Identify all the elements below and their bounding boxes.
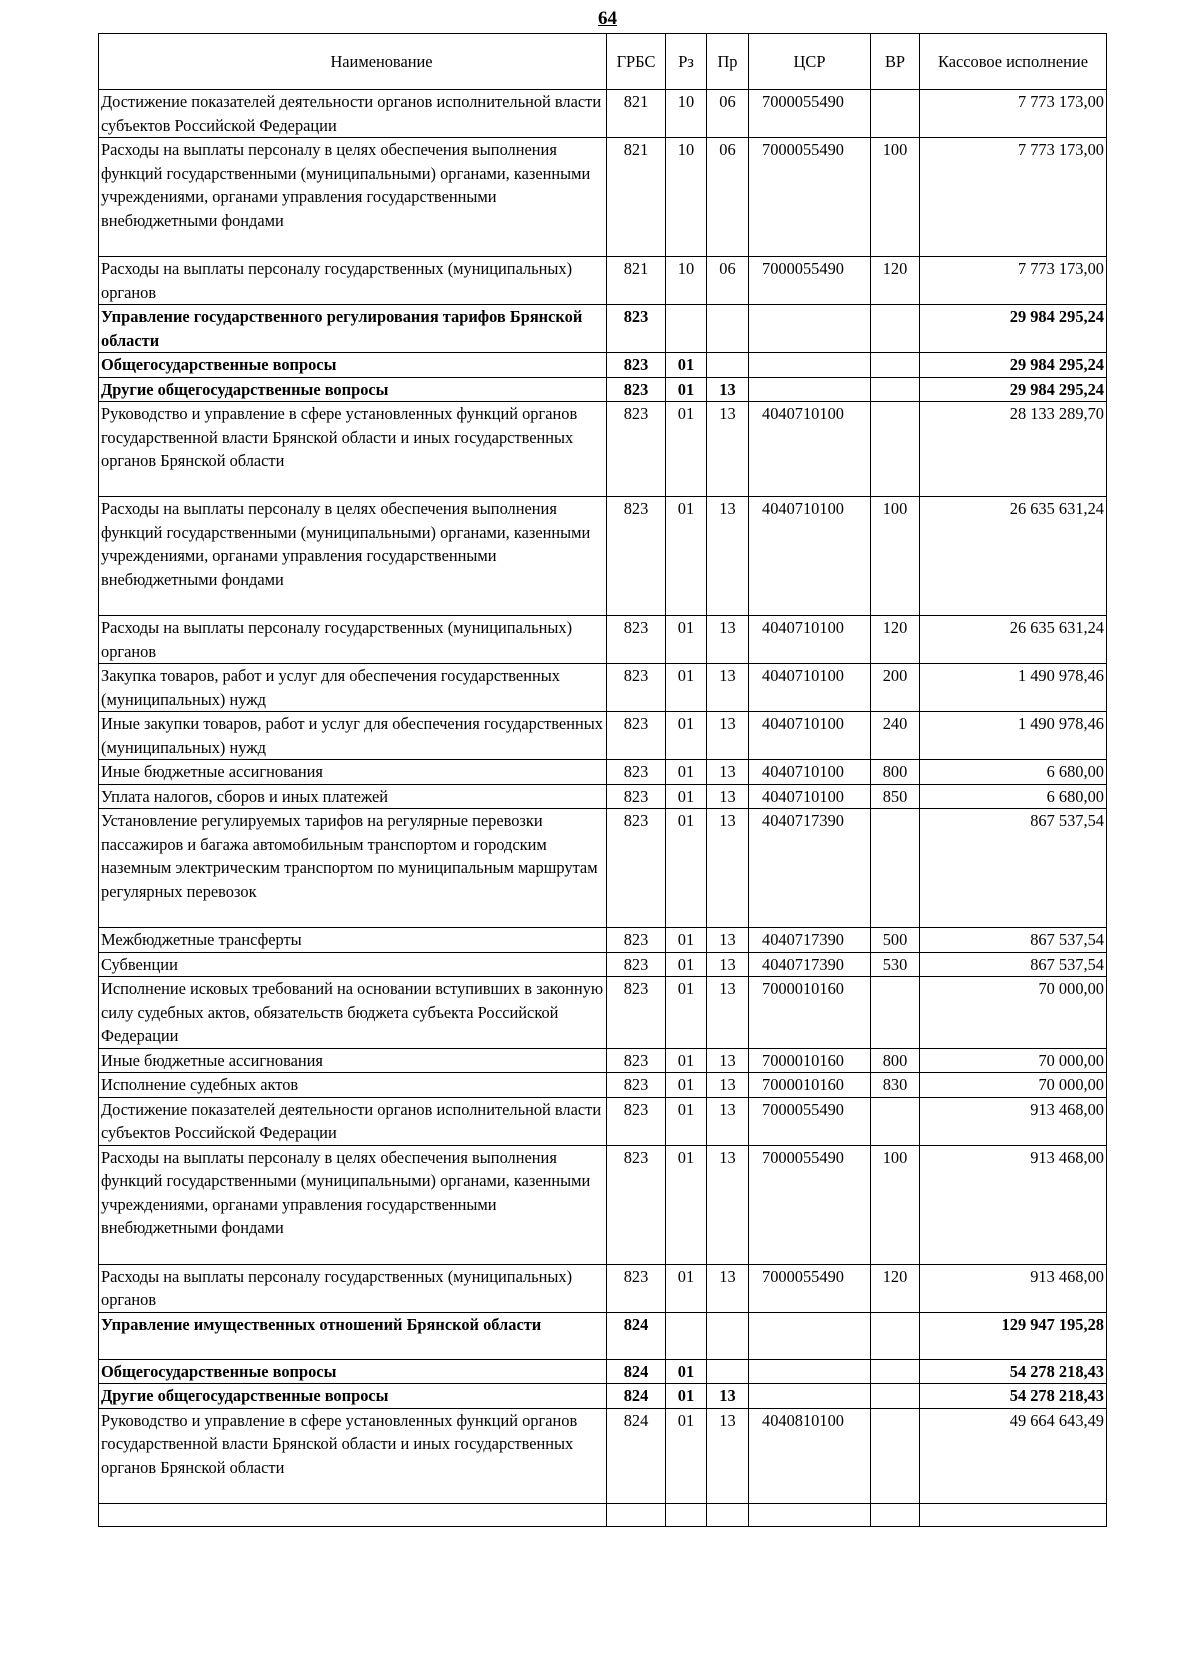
cell-vr: [871, 1097, 920, 1145]
cell-csr: [749, 1312, 871, 1359]
cell-pr: 06: [707, 138, 749, 257]
cell-vr: 200: [871, 664, 920, 712]
cell-name: Установление регулируемых тарифов на регулярные перевозки пассажиров и багажа автомобильным транспортом и городским наземным электрическим транспортом по муниципальным маршрутам регулярных перевозок: [99, 809, 607, 928]
cell-csr: [749, 353, 871, 378]
cell-vr: [871, 1312, 920, 1359]
table-row: [99, 1384, 1107, 1409]
cell-name: Расходы на выплаты персоналу государственных (муниципальных) органов: [99, 257, 607, 305]
cell-amount: 867 537,54: [920, 928, 1107, 953]
cell-grbs: 823: [607, 1073, 666, 1098]
cell-name: Достижение показателей деятельности органов исполнительной власти субъектов Российской Федерации: [99, 1097, 607, 1145]
cell-amount: 1 490 978,46: [920, 712, 1107, 760]
cell-amount: 28 133 289,70: [920, 402, 1107, 497]
cell-grbs: 823: [607, 952, 666, 977]
cell-amount: 26 635 631,24: [920, 497, 1107, 616]
table-row: [99, 353, 1107, 378]
cell-csr: [749, 377, 871, 402]
header-vr: ВР: [871, 34, 920, 90]
cell-csr: 7000010160: [749, 977, 871, 1049]
cell-vr: [871, 90, 920, 138]
cell-rz: 01: [666, 1408, 707, 1503]
cell-name: Расходы на выплаты персоналу государственных (муниципальных) органов: [99, 616, 607, 664]
cell-csr: 7000055490: [749, 1097, 871, 1145]
cell-csr: [749, 305, 871, 353]
cell-grbs: 823: [607, 1097, 666, 1145]
cell-csr: 4040710100: [749, 497, 871, 616]
cell-amount: 49 664 643,49: [920, 1408, 1107, 1503]
table-row: [99, 257, 1107, 305]
cell-amount: 70 000,00: [920, 977, 1107, 1049]
cell-amount: 70 000,00: [920, 1048, 1107, 1073]
header-name: Наименование: [99, 34, 607, 90]
cell-grbs: 823: [607, 305, 666, 353]
cell-name: Управление государственного регулирования тарифов Брянской области: [99, 305, 607, 353]
table-row: [99, 616, 1107, 664]
cell-name: Исполнение исковых требований на основании вступивших в законную силу судебных актов, обязательств бюджета субъекта Российской Федерации: [99, 977, 607, 1049]
cell-rz: 01: [666, 928, 707, 953]
cell-rz: 01: [666, 952, 707, 977]
cell-rz: 01: [666, 809, 707, 928]
cell-blank: [666, 1503, 707, 1526]
cell-vr: 240: [871, 712, 920, 760]
cell-pr: 13: [707, 760, 749, 785]
table-row: [99, 1359, 1107, 1384]
cell-pr: [707, 305, 749, 353]
cell-grbs: 823: [607, 1145, 666, 1264]
cell-rz: 01: [666, 616, 707, 664]
cell-blank: [607, 1503, 666, 1526]
table-row: [99, 377, 1107, 402]
cell-vr: 100: [871, 1145, 920, 1264]
cell-pr: 13: [707, 1097, 749, 1145]
cell-rz: 01: [666, 402, 707, 497]
cell-pr: 06: [707, 257, 749, 305]
table-row: [99, 138, 1107, 257]
cell-vr: [871, 402, 920, 497]
cell-amount: 6 680,00: [920, 784, 1107, 809]
cell-rz: 01: [666, 1359, 707, 1384]
cell-csr: 4040710100: [749, 712, 871, 760]
budget-execution-table: [98, 33, 1107, 1527]
cell-name: Субвенции: [99, 952, 607, 977]
table-row: [99, 1312, 1107, 1359]
cell-blank: [707, 1503, 749, 1526]
cell-pr: 13: [707, 712, 749, 760]
cell-vr: 100: [871, 138, 920, 257]
cell-name: Межбюджетные трансферты: [99, 928, 607, 953]
table-row: [99, 402, 1107, 497]
cell-name: Общегосударственные вопросы: [99, 1359, 607, 1384]
cell-rz: 01: [666, 784, 707, 809]
cell-amount: 1 490 978,46: [920, 664, 1107, 712]
cell-amount: 54 278 218,43: [920, 1384, 1107, 1409]
cell-amount: 29 984 295,24: [920, 353, 1107, 378]
cell-grbs: 823: [607, 497, 666, 616]
header-amount: Кассовое исполнение: [920, 34, 1107, 90]
cell-grbs: 824: [607, 1384, 666, 1409]
cell-vr: 800: [871, 760, 920, 785]
table-row: [99, 1264, 1107, 1312]
cell-name: Расходы на выплаты персоналу государственных (муниципальных) органов: [99, 1264, 607, 1312]
table-row: [99, 1145, 1107, 1264]
cell-csr: 4040710100: [749, 402, 871, 497]
cell-amount: 913 468,00: [920, 1264, 1107, 1312]
cell-name: Управление имущественных отношений Брянской области: [99, 1312, 607, 1359]
cell-blank: [749, 1503, 871, 1526]
cell-amount: 29 984 295,24: [920, 305, 1107, 353]
cell-amount: 7 773 173,00: [920, 257, 1107, 305]
cell-pr: 13: [707, 952, 749, 977]
cell-amount: 129 947 195,28: [920, 1312, 1107, 1359]
cell-csr: 7000055490: [749, 1264, 871, 1312]
cell-pr: 13: [707, 402, 749, 497]
cell-rz: [666, 305, 707, 353]
cell-grbs: 823: [607, 760, 666, 785]
cell-csr: [749, 1384, 871, 1409]
cell-csr: [749, 1359, 871, 1384]
cell-grbs: 823: [607, 1048, 666, 1073]
cell-rz: 01: [666, 977, 707, 1049]
cell-amount: 26 635 631,24: [920, 616, 1107, 664]
cell-vr: 530: [871, 952, 920, 977]
table-row: [99, 809, 1107, 928]
table-body: [99, 90, 1107, 1527]
cell-pr: 13: [707, 1384, 749, 1409]
cell-amount: 913 468,00: [920, 1097, 1107, 1145]
table-row: [99, 664, 1107, 712]
header-grbs: ГРБС: [607, 34, 666, 90]
cell-rz: 01: [666, 1384, 707, 1409]
cell-pr: [707, 1359, 749, 1384]
table-row: [99, 497, 1107, 616]
cell-csr: 7000010160: [749, 1048, 871, 1073]
table-row-blank: [99, 1503, 1107, 1526]
cell-name: Иные бюджетные ассигнования: [99, 1048, 607, 1073]
cell-pr: 13: [707, 928, 749, 953]
cell-csr: 7000055490: [749, 1145, 871, 1264]
cell-amount: 70 000,00: [920, 1073, 1107, 1098]
table-row: [99, 305, 1107, 353]
cell-grbs: 823: [607, 712, 666, 760]
cell-grbs: 823: [607, 377, 666, 402]
table-row: [99, 90, 1107, 138]
page-number: 64: [598, 8, 617, 29]
cell-name: Расходы на выплаты персоналу в целях обеспечения выполнения функций государственными (муниципальными) органами, казенными учреждениями, органами управления государственными внебюджетными фондами: [99, 497, 607, 616]
header-csr: ЦСР: [749, 34, 871, 90]
cell-rz: 01: [666, 760, 707, 785]
cell-name: Руководство и управление в сфере установленных функций органов государственной власти Брянской области и иных государственных органов Брянской области: [99, 1408, 607, 1503]
cell-amount: 54 278 218,43: [920, 1359, 1107, 1384]
cell-blank: [99, 1503, 607, 1526]
cell-vr: 830: [871, 1073, 920, 1098]
cell-grbs: 823: [607, 928, 666, 953]
cell-vr: [871, 977, 920, 1049]
cell-amount: 913 468,00: [920, 1145, 1107, 1264]
cell-amount: 7 773 173,00: [920, 138, 1107, 257]
cell-grbs: 824: [607, 1408, 666, 1503]
cell-csr: 4040710100: [749, 664, 871, 712]
cell-csr: 4040710100: [749, 784, 871, 809]
cell-vr: 120: [871, 616, 920, 664]
cell-pr: [707, 353, 749, 378]
cell-csr: 4040717390: [749, 809, 871, 928]
cell-rz: 01: [666, 1264, 707, 1312]
cell-rz: 10: [666, 90, 707, 138]
cell-rz: 01: [666, 1048, 707, 1073]
cell-pr: 13: [707, 1145, 749, 1264]
cell-grbs: 823: [607, 616, 666, 664]
table-row: [99, 1408, 1107, 1503]
table-row: [99, 1048, 1107, 1073]
cell-amount: 7 773 173,00: [920, 90, 1107, 138]
table-row: [99, 1073, 1107, 1098]
cell-grbs: 823: [607, 664, 666, 712]
cell-grbs: 821: [607, 138, 666, 257]
cell-vr: 800: [871, 1048, 920, 1073]
cell-grbs: 824: [607, 1312, 666, 1359]
cell-csr: 4040717390: [749, 952, 871, 977]
cell-rz: [666, 1312, 707, 1359]
header-pr: Пр: [707, 34, 749, 90]
cell-name: Другие общегосударственные вопросы: [99, 1384, 607, 1409]
cell-rz: 01: [666, 1097, 707, 1145]
cell-name: Иные бюджетные ассигнования: [99, 760, 607, 785]
cell-rz: 01: [666, 1145, 707, 1264]
cell-pr: 13: [707, 1264, 749, 1312]
cell-grbs: 824: [607, 1359, 666, 1384]
cell-pr: 13: [707, 977, 749, 1049]
cell-name: Руководство и управление в сфере установленных функций органов государственной власти Брянской области и иных государственных органов Брянской области: [99, 402, 607, 497]
cell-grbs: 821: [607, 90, 666, 138]
cell-rz: 10: [666, 257, 707, 305]
table-row: [99, 977, 1107, 1049]
cell-csr: 7000055490: [749, 90, 871, 138]
cell-vr: 500: [871, 928, 920, 953]
cell-grbs: 823: [607, 977, 666, 1049]
cell-blank: [920, 1503, 1107, 1526]
cell-rz: 01: [666, 377, 707, 402]
cell-vr: 120: [871, 257, 920, 305]
cell-name: Исполнение судебных актов: [99, 1073, 607, 1098]
cell-rz: 10: [666, 138, 707, 257]
cell-rz: 01: [666, 497, 707, 616]
cell-name: Достижение показателей деятельности органов исполнительной власти субъектов Российской Федерации: [99, 90, 607, 138]
cell-csr: 7000010160: [749, 1073, 871, 1098]
header-rz: Рз: [666, 34, 707, 90]
cell-name: Уплата налогов, сборов и иных платежей: [99, 784, 607, 809]
cell-vr: [871, 1384, 920, 1409]
cell-vr: [871, 377, 920, 402]
cell-pr: 13: [707, 1408, 749, 1503]
cell-pr: 13: [707, 1073, 749, 1098]
cell-pr: 06: [707, 90, 749, 138]
table-row: [99, 784, 1107, 809]
cell-pr: 13: [707, 497, 749, 616]
cell-pr: 13: [707, 784, 749, 809]
cell-grbs: 823: [607, 1264, 666, 1312]
table-row: [99, 760, 1107, 785]
cell-pr: 13: [707, 809, 749, 928]
cell-pr: 13: [707, 1048, 749, 1073]
cell-grbs: 821: [607, 257, 666, 305]
cell-csr: 4040717390: [749, 928, 871, 953]
table-row: [99, 952, 1107, 977]
cell-vr: [871, 305, 920, 353]
cell-pr: 13: [707, 616, 749, 664]
cell-rz: 01: [666, 712, 707, 760]
cell-name: Другие общегосударственные вопросы: [99, 377, 607, 402]
cell-name: Расходы на выплаты персоналу в целях обеспечения выполнения функций государственными (муниципальными) органами, казенными учреждениями, органами управления государственными внебюджетными фондами: [99, 138, 607, 257]
cell-grbs: 823: [607, 784, 666, 809]
cell-csr: 7000055490: [749, 257, 871, 305]
cell-name: Расходы на выплаты персоналу в целях обеспечения выполнения функций государственными (муниципальными) органами, казенными учреждениями, органами управления государственными внебюджетными фондами: [99, 1145, 607, 1264]
cell-amount: 867 537,54: [920, 809, 1107, 928]
cell-csr: 7000055490: [749, 138, 871, 257]
cell-csr: 4040710100: [749, 616, 871, 664]
cell-amount: 6 680,00: [920, 760, 1107, 785]
cell-vr: 100: [871, 497, 920, 616]
cell-csr: 4040710100: [749, 760, 871, 785]
cell-vr: [871, 1408, 920, 1503]
cell-pr: [707, 1312, 749, 1359]
cell-amount: 867 537,54: [920, 952, 1107, 977]
table-row: [99, 1097, 1107, 1145]
cell-name: Закупка товаров, работ и услуг для обеспечения государственных (муниципальных) нужд: [99, 664, 607, 712]
cell-pr: 13: [707, 664, 749, 712]
cell-name: Общегосударственные вопросы: [99, 353, 607, 378]
cell-pr: 13: [707, 377, 749, 402]
cell-grbs: 823: [607, 402, 666, 497]
table-row: [99, 928, 1107, 953]
cell-blank: [871, 1503, 920, 1526]
cell-rz: 01: [666, 1073, 707, 1098]
cell-amount: 29 984 295,24: [920, 377, 1107, 402]
table-row: [99, 712, 1107, 760]
cell-vr: 120: [871, 1264, 920, 1312]
cell-name: Иные закупки товаров, работ и услуг для обеспечения государственных (муниципальных) нужд: [99, 712, 607, 760]
cell-csr: 4040810100: [749, 1408, 871, 1503]
cell-rz: 01: [666, 664, 707, 712]
cell-rz: 01: [666, 353, 707, 378]
cell-vr: [871, 353, 920, 378]
table-header-row: [99, 34, 1107, 90]
cell-grbs: 823: [607, 809, 666, 928]
cell-vr: 850: [871, 784, 920, 809]
cell-vr: [871, 809, 920, 928]
cell-grbs: 823: [607, 353, 666, 378]
cell-vr: [871, 1359, 920, 1384]
